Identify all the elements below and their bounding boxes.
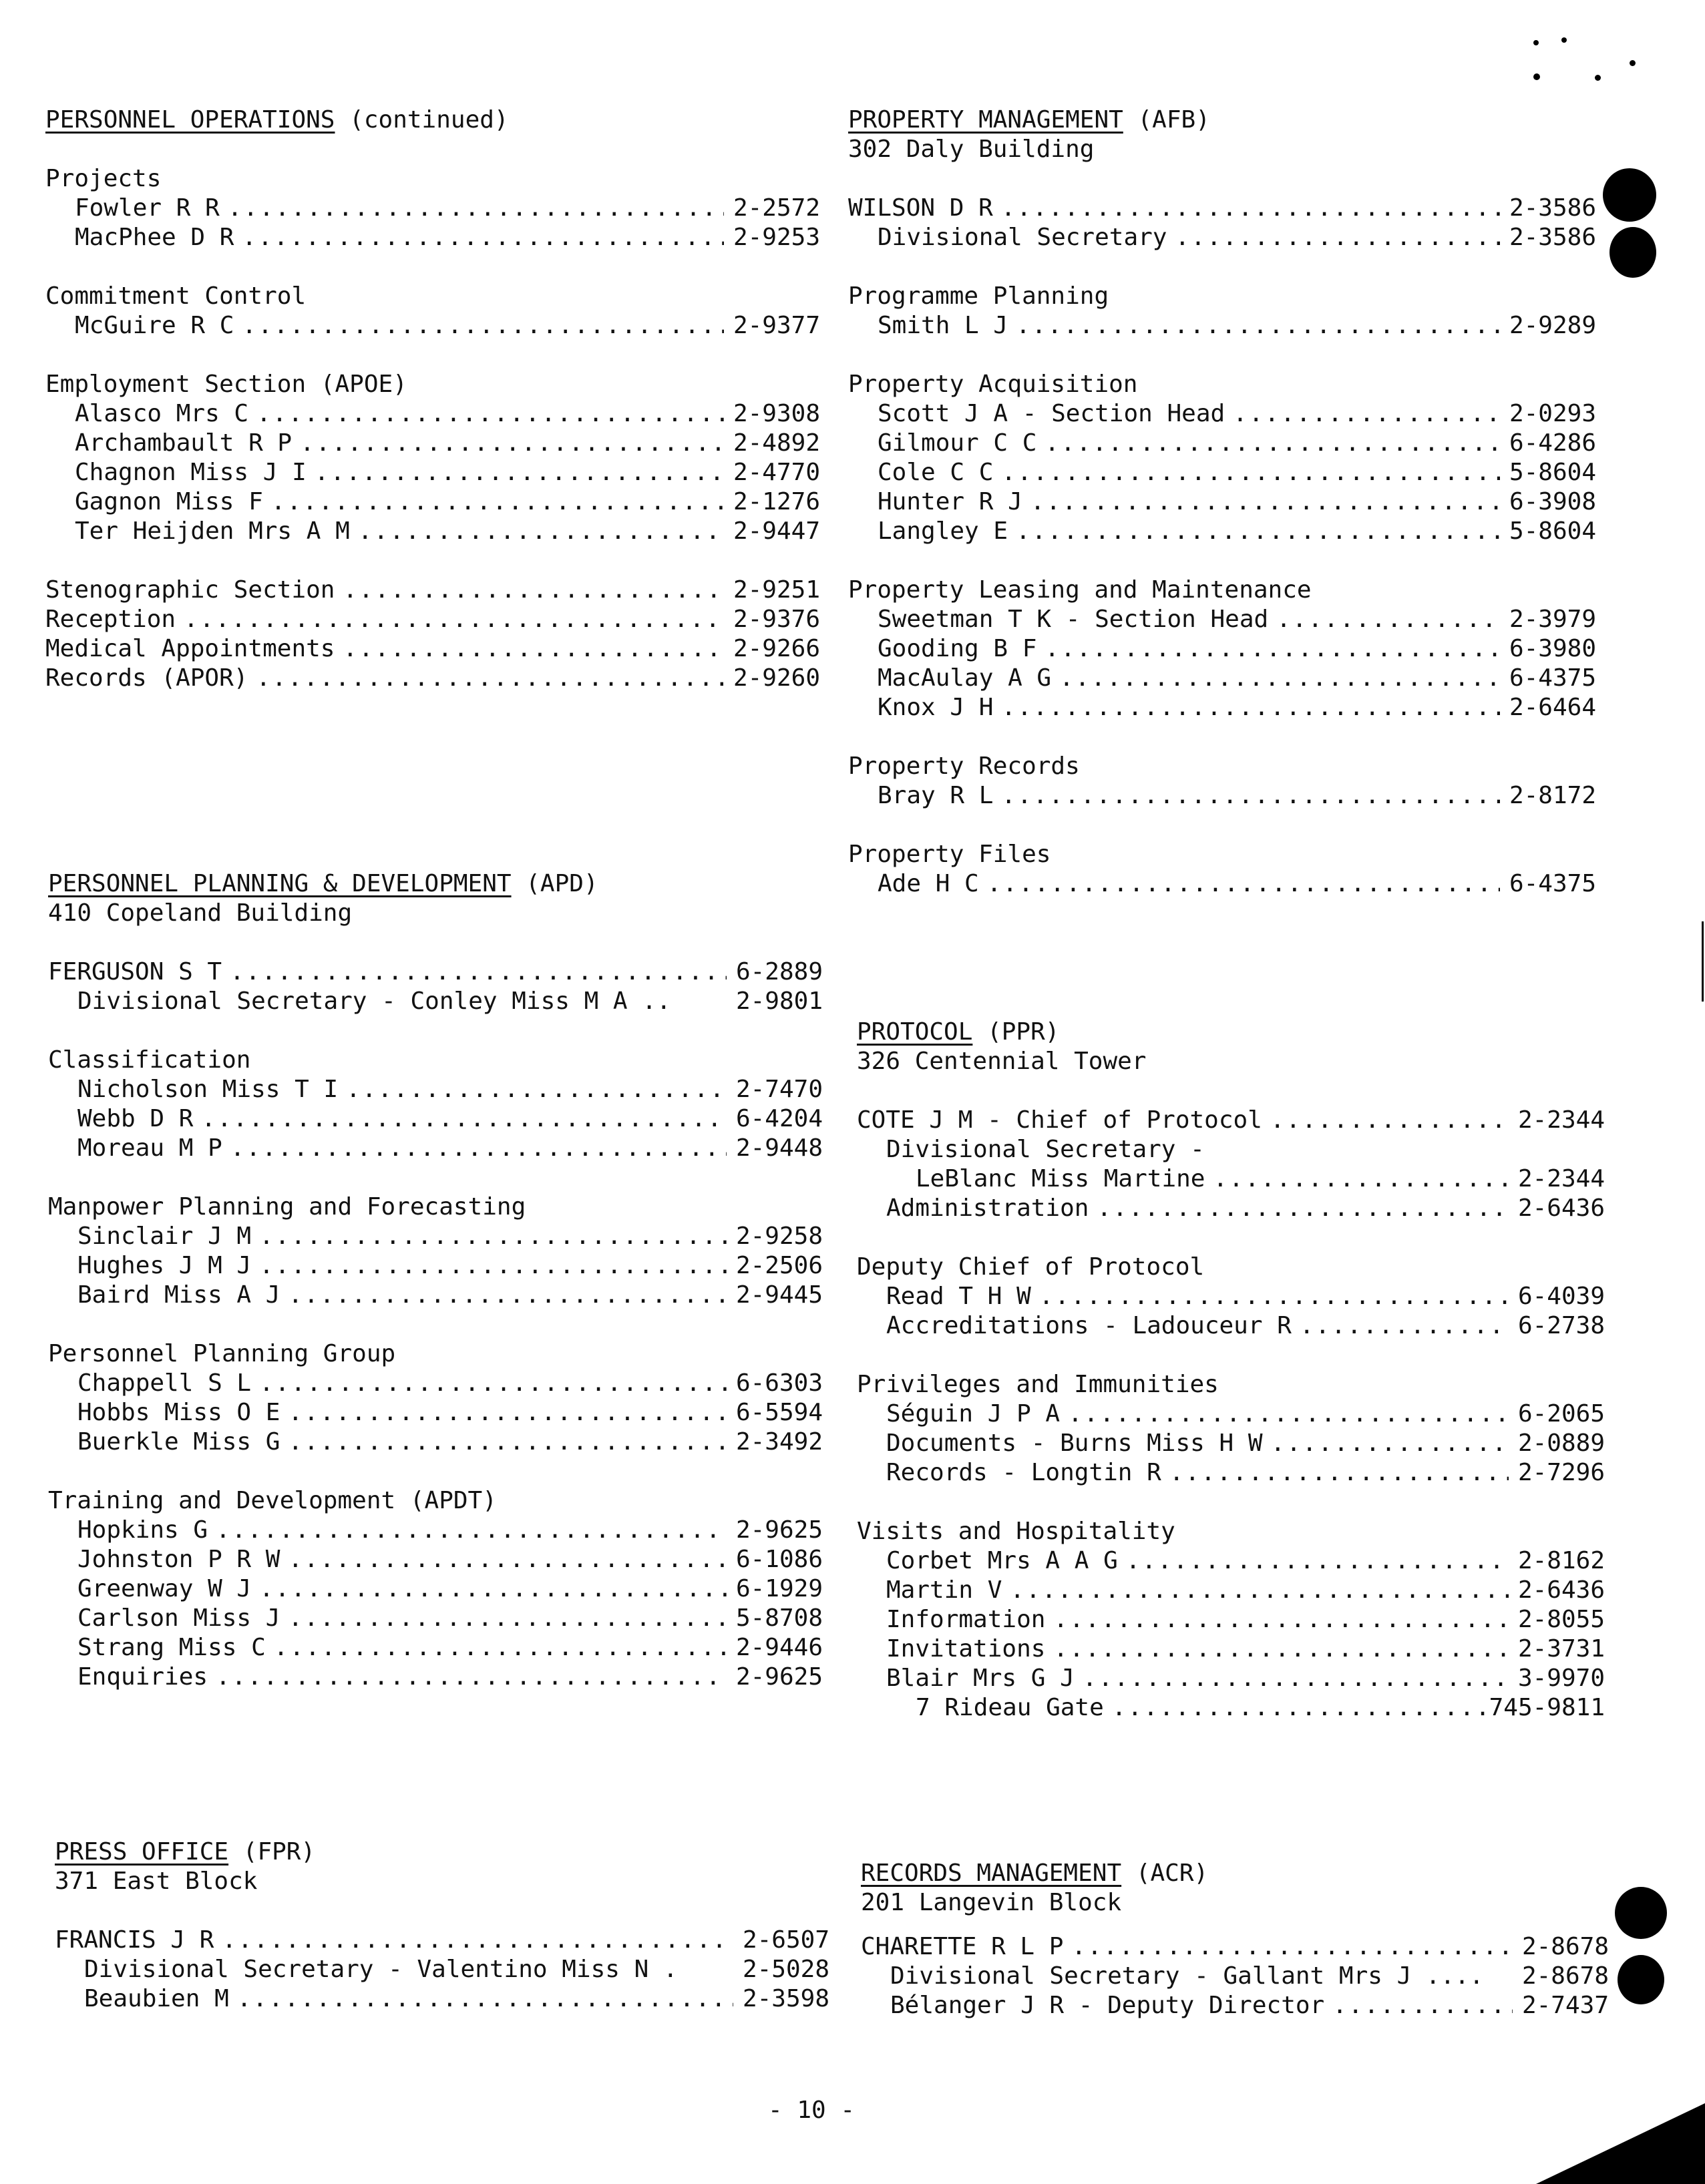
directory-entry: Buerkle Miss G ..... 2-3492 [48, 1428, 823, 1457]
personnel-operations-section [45, 105, 820, 693]
section-address: 410 Copeland Building [48, 899, 353, 927]
directory-entry: 7 Rideau Gate ..... 745-9811 [857, 1693, 1605, 1723]
group-heading: Property Records [848, 752, 1080, 780]
group-heading: Projects [45, 165, 162, 192]
directory-entry: Bélanger J R - Deputy Director ..... 2-7437 [861, 1991, 1609, 2020]
group-heading: Property Leasing and Maintenance [848, 576, 1312, 604]
protocol-section [857, 1018, 1605, 1723]
section-title: PRESS OFFICE [55, 1838, 229, 1866]
division-head-entry: FRANCIS J R ..... 2-6507 [55, 1926, 829, 1955]
directory-entry: Carlson Miss J ..... 5-8708 [48, 1604, 823, 1633]
section-title: RECORDS MANAGEMENT [861, 1860, 1122, 1887]
directory-entry: Divisional Secretary - Gallant Mrs J .... 2-8678 [890, 1962, 1609, 1990]
division-head-entry: COTE J M - Chief of Protocol ..... 2-2344 [857, 1106, 1605, 1135]
section-code: (ACR) [1135, 1860, 1209, 1887]
group-heading: Manpower Planning and Forecasting [48, 1193, 526, 1221]
directory-entry: Hopkins G ..... 2-9625 [48, 1516, 823, 1545]
directory-entry: Webb D R ..... 6-4204 [48, 1104, 823, 1134]
directory-entry: Medical Appointments ..... 2-9266 [45, 634, 820, 664]
section-title-row [48, 869, 823, 899]
directory-entry: Ter Heijden Mrs A M ..... 2-9447 [45, 517, 820, 546]
directory-entry: Corbet Mrs A A G ..... 2-8162 [857, 1546, 1605, 1576]
scan-edge-line [1702, 921, 1704, 1002]
group-heading: Property Acquisition [848, 371, 1138, 398]
directory-entry: Divisional Secretary ..... 2-3586 [848, 223, 1596, 252]
directory-entry: Séguin J P A ..... 6-2065 [857, 1399, 1605, 1429]
directory-entry: Knox J H ..... 2-6464 [848, 693, 1596, 722]
speck-mark [1533, 40, 1539, 45]
directory-entry: Nicholson Miss T I ..... 2-7470 [48, 1075, 823, 1104]
page-number: - 10 - [768, 2097, 856, 2124]
directory-entry: Chappell S L ..... 6-6303 [48, 1369, 823, 1398]
group-heading: Employment Section (APOE) [45, 371, 407, 398]
directory-entry: Read T H W ..... 6-4039 [857, 1282, 1605, 1311]
directory-entry: Martin V ..... 2-6436 [857, 1576, 1605, 1605]
group-heading: Classification [48, 1046, 251, 1074]
property-management-section [848, 105, 1596, 899]
directory-entry: Documents - Burns Miss H W ..... 2-0889 [857, 1429, 1605, 1458]
section-code: (AFB) [1137, 106, 1210, 134]
directory-entry: Reception ..... 2-9376 [45, 605, 820, 634]
division-head-entry: CHARETTE R L P ..... 2-8678 [861, 1932, 1609, 1962]
speck-mark [1595, 75, 1601, 81]
section-title-row [45, 105, 820, 135]
directory-entry: Chagnon Miss J I ..... 2-4770 [45, 458, 820, 487]
directory-entry: Records (APOR) ..... 2-9260 [45, 664, 820, 693]
speck-mark [1533, 73, 1540, 80]
directory-entry: Alasco Mrs C ..... 2-9308 [45, 399, 820, 429]
group-heading: Training and Development (APDT) [48, 1487, 497, 1514]
speck-mark [1561, 37, 1567, 43]
section-address: 326 Centennial Tower [857, 1048, 1147, 1075]
directory-entry: Accreditations - Ladouceur R ..... 6-2738 [857, 1311, 1605, 1341]
section-title-row [857, 1018, 1605, 1047]
directory-entry: Baird Miss A J ..... 2-9445 [48, 1281, 823, 1310]
directory-entry: Langley E ..... 5-8604 [848, 517, 1596, 546]
section-suffix: (continued) [349, 106, 509, 134]
directory-entry: Gagnon Miss F ..... 2-1276 [45, 487, 820, 517]
directory-entry: Archambault R P ..... 2-4892 [45, 429, 820, 458]
directory-entry: MacAulay A G ..... 6-4375 [848, 664, 1596, 693]
section-code: (PPR) [987, 1018, 1060, 1046]
section-code: (FPR) [242, 1838, 316, 1866]
group-heading: Property Files [848, 841, 1051, 868]
personnel-planning-section [48, 869, 823, 1692]
directory-entry: Gilmour C C ..... 6-4286 [848, 429, 1596, 458]
directory-entry: LeBlanc Miss Martine ..... 2-2344 [857, 1164, 1605, 1194]
punch-hole-mark [1603, 168, 1656, 222]
scan-edge-shadow [1536, 2103, 1705, 2184]
group-heading: Programme Planning [848, 282, 1109, 310]
directory-entry: Moreau M P ..... 2-9448 [48, 1134, 823, 1163]
speck-mark [1630, 60, 1636, 66]
section-address: 201 Langevin Block [861, 1889, 1122, 1916]
directory-entry: Scott J A - Section Head ..... 2-0293 [848, 399, 1596, 429]
group-heading: Commitment Control [45, 282, 307, 310]
directory-entry: Divisional Secretary - Valentino Miss N . 2-5028 [84, 1956, 829, 1983]
directory-entry: Hobbs Miss O E ..... 6-5594 [48, 1398, 823, 1428]
press-office-section [55, 1837, 829, 2014]
group-heading: Visits and Hospitality [857, 1518, 1175, 1545]
punch-hole-mark [1618, 1955, 1664, 2004]
secretary-label: Divisional Secretary - [886, 1136, 1205, 1163]
directory-entry: Administration ..... 2-6436 [857, 1194, 1605, 1223]
directory-entry: Beaubien M ..... 2-3598 [55, 1984, 829, 2014]
directory-entry: Information ..... 2-8055 [857, 1605, 1605, 1634]
directory-entry: Fowler R R ..... 2-2572 [45, 194, 820, 223]
directory-entry: Blair Mrs G J ..... 3-9970 [857, 1664, 1605, 1693]
directory-entry: Records - Longtin R ..... 2-7296 [857, 1458, 1605, 1488]
directory-entry: McGuire R C ..... 2-9377 [45, 311, 820, 341]
directory-entry: Bray R L ..... 2-8172 [848, 781, 1596, 811]
directory-entry: Hunter R J ..... 6-3908 [848, 487, 1596, 517]
punch-hole-mark [1615, 1887, 1667, 1939]
directory-entry: Ade H C ..... 6-4375 [848, 869, 1596, 899]
section-address: 371 East Block [55, 1868, 258, 1895]
directory-entry: Cole C C ..... 5-8604 [848, 458, 1596, 487]
section-code: (APD) [526, 870, 598, 897]
division-head-entry: FERGUSON S T ..... 6-2889 [48, 957, 823, 987]
group-heading: Personnel Planning Group [48, 1340, 396, 1367]
directory-entry: Gooding B F ..... 6-3980 [848, 634, 1596, 664]
group-heading: Privileges and Immunities [857, 1371, 1219, 1398]
directory-entry: Divisional Secretary - Conley Miss M A .. 2-9801 [77, 988, 823, 1015]
directory-entry: Stenographic Section ..... 2-9251 [45, 576, 820, 605]
directory-entry: Enquiries ..... 2-9625 [48, 1663, 823, 1692]
section-address: 302 Daly Building [848, 136, 1095, 163]
directory-entry: Strang Miss C ..... 2-9446 [48, 1633, 823, 1663]
directory-entry: Invitations ..... 2-3731 [857, 1634, 1605, 1664]
directory-entry: Smith L J ..... 2-9289 [848, 311, 1596, 341]
directory-entry: MacPhee D R ..... 2-9253 [45, 223, 820, 252]
directory-entry: Hughes J M J ..... 2-2506 [48, 1251, 823, 1281]
division-head-entry: WILSON D R ..... 2-3586 [848, 194, 1596, 223]
records-management-section [861, 1859, 1609, 2020]
section-title: PERSONNEL OPERATIONS [45, 106, 335, 134]
directory-entry: Sinclair J M ..... 2-9258 [48, 1222, 823, 1251]
section-title-row [861, 1859, 1609, 1888]
directory-entry: Johnston P R W ..... 6-1086 [48, 1545, 823, 1574]
section-title: PROPERTY MANAGEMENT [848, 106, 1123, 134]
group-heading: Deputy Chief of Protocol [857, 1253, 1205, 1281]
section-title-row [848, 105, 1596, 135]
section-title: PROTOCOL [857, 1018, 973, 1046]
directory-entry: Sweetman T K - Section Head ..... 2-3979 [848, 605, 1596, 634]
section-title: PERSONNEL PLANNING & DEVELOPMENT [48, 870, 512, 897]
section-title-row [55, 1837, 829, 1867]
directory-entry: Greenway W J ..... 6-1929 [48, 1574, 823, 1604]
punch-hole-mark [1609, 227, 1656, 278]
